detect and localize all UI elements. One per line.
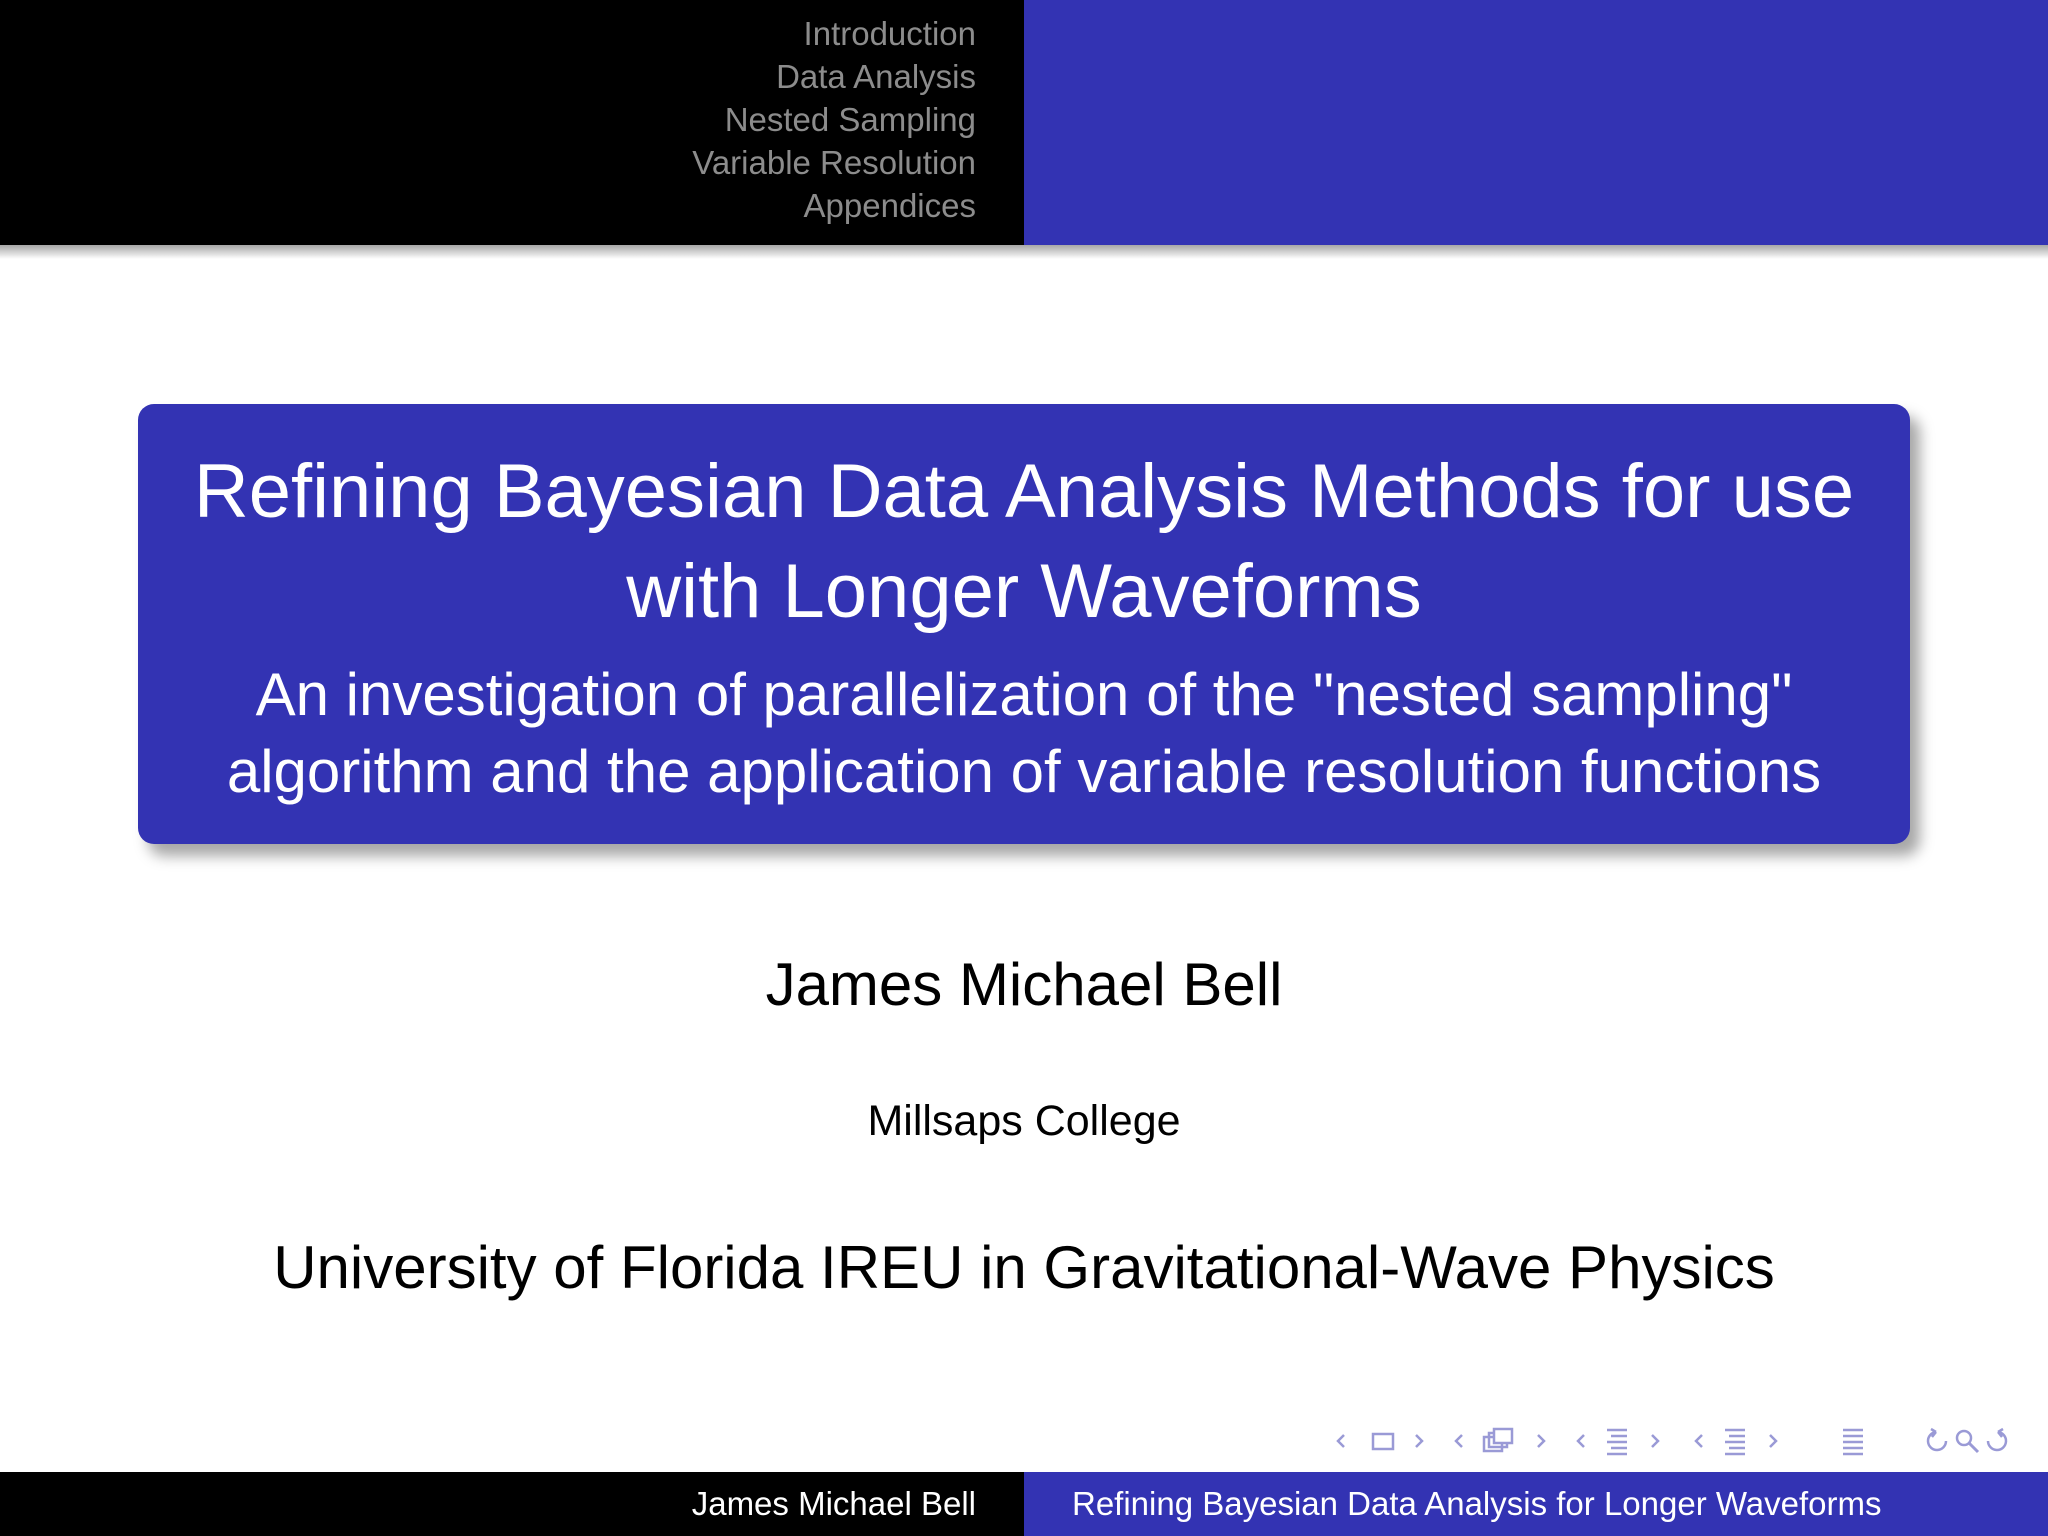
institute-name: Millsaps College [867,1097,1181,1145]
prev-slide-icon[interactable] [1452,1426,1466,1456]
document-icon[interactable] [1840,1426,1866,1456]
nav-item-data-analysis[interactable]: Data Analysis [776,58,976,95]
header-right-panel [1024,0,2048,245]
author-name: James Michael Bell [765,951,1283,1018]
prev-frame-icon[interactable] [1334,1426,1348,1456]
next-frame-icon[interactable] [1412,1426,1426,1456]
section-icon[interactable] [1722,1426,1748,1456]
header-left-panel [0,0,1024,245]
nav-item-nested-sampling[interactable]: Nested Sampling [724,101,976,138]
back-icon[interactable] [1922,1426,1952,1456]
footer-author: James Michael Bell [0,1472,1024,1536]
slide-icon[interactable] [1480,1426,1514,1456]
nav-item-variable-resolution[interactable]: Variable Resolution [692,144,976,181]
navigation-symbols [1328,1426,2028,1456]
title-box [138,404,1910,844]
next-slide-icon[interactable] [1534,1426,1548,1456]
next-section-icon[interactable] [1766,1426,1780,1456]
presentation-title: Refining Bayesian Data Analysis Methods for use with Longer Waveforms [193,449,1855,634]
frame-icon[interactable] [1370,1426,1396,1456]
forward-icon[interactable] [1982,1426,2012,1456]
presentation-subtitle: An investigation of parallelization of the "nested sampling" algorithm and the application of variable resolution functions [226,661,1822,805]
nav-item-introduction[interactable]: Introduction [803,15,976,52]
search-icon[interactable] [1952,1426,1982,1456]
nav-item-appendices[interactable]: Appendices [803,187,976,224]
subsection-icon[interactable] [1604,1426,1630,1456]
next-subsection-icon[interactable] [1648,1426,1662,1456]
footer-short-title: Refining Bayesian Data Analysis for Longer Waveforms [1024,1472,2048,1536]
section-navigation [692,12,976,227]
header-bar [0,0,2048,245]
prev-section-icon[interactable] [1692,1426,1706,1456]
event-name: University of Florida IREU in Gravitational-Wave Physics [273,1234,1775,1301]
header-shadow [0,245,2048,259]
prev-subsection-icon[interactable] [1574,1426,1588,1456]
footer-bar [0,1472,2048,1536]
